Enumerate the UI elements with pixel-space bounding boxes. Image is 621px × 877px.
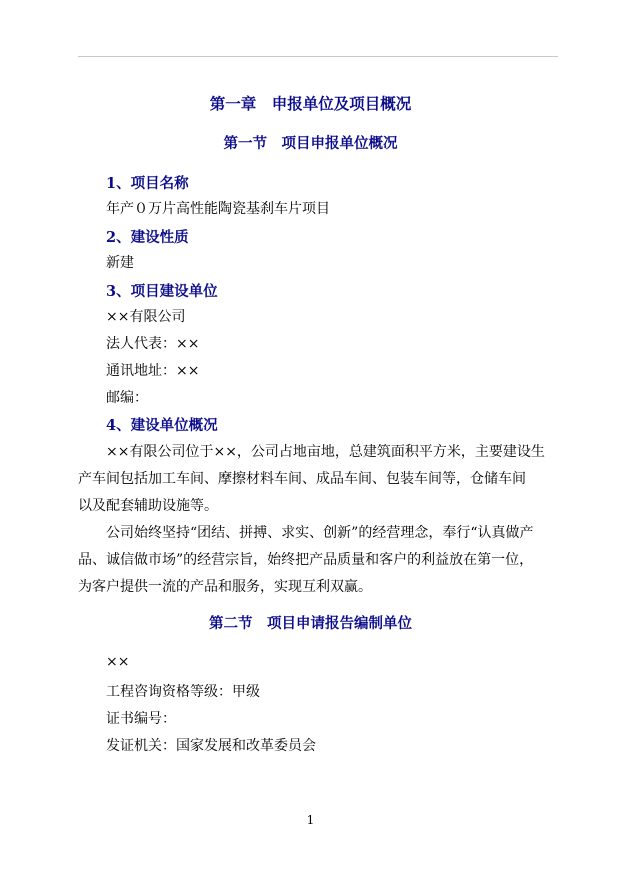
qualification-grade: 工程咨询资格等级：甲级 bbox=[106, 684, 260, 700]
mailing-address: 通讯地址：×× bbox=[106, 363, 200, 379]
section2-title: 第二节 项目申请报告编制单位 bbox=[209, 615, 412, 632]
header-rule bbox=[78, 56, 558, 57]
page-number: 1 bbox=[306, 813, 315, 827]
chapter-title: 第一章 申报单位及项目概况 bbox=[209, 94, 412, 113]
paragraph2-line2: 品、诚信做市场”的经营宗旨，始终把产品质量和客户的利益放在第一位， bbox=[78, 552, 534, 568]
paragraph1-line2: 产车间包括加工车间、摩擦材料车间、成品车间、包装车间等，仓储车间 bbox=[78, 471, 526, 487]
paragraph1-line1: ××有限公司位于××，公司占地亩地，总建筑面积平方米，主要建设生 bbox=[106, 444, 545, 460]
certificate-number: 证书编号： bbox=[106, 711, 176, 727]
item4-heading: 4、建设单位概况 bbox=[106, 417, 218, 434]
paragraph1-line3: 以及配套辅助设施等。 bbox=[78, 498, 218, 514]
issuing-authority: 发证机关：国家发展和改革委员会 bbox=[106, 738, 316, 754]
company-name: ××有限公司 bbox=[106, 309, 186, 325]
compiler-name: ×× bbox=[106, 654, 130, 670]
section1-title: 第一节 项目申报单位概况 bbox=[223, 135, 398, 152]
item1-heading: 1、项目名称 bbox=[106, 175, 189, 192]
legal-representative: 法人代表：×× bbox=[106, 336, 200, 352]
item1-text: 年产０万片高性能陶瓷基刹车片项目 bbox=[106, 201, 330, 217]
paragraph2-line1: 公司始终坚持“团结、拼搏、求实、创新”的经营理念，奉行“认真做产 bbox=[106, 525, 534, 541]
item2-heading: 2、建设性质 bbox=[106, 229, 189, 246]
item2-text: 新建 bbox=[106, 255, 134, 271]
postal-code: 邮编： bbox=[106, 390, 148, 406]
item3-heading: 3、项目建设单位 bbox=[106, 283, 218, 300]
paragraph2-line3: 为客户提供一流的产品和服务，实现互利双赢。 bbox=[78, 579, 372, 595]
